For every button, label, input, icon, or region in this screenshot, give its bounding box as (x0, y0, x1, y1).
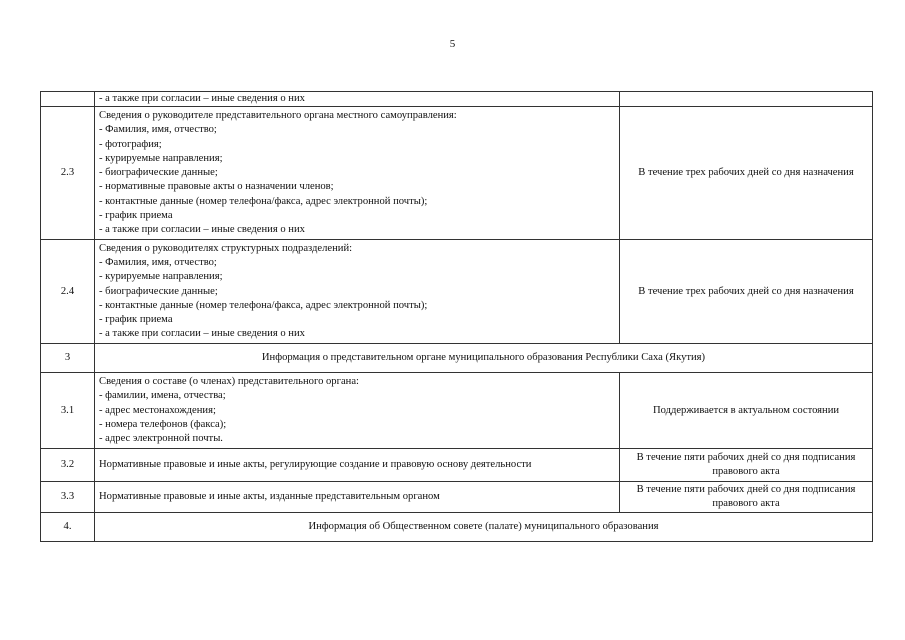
row-term: Поддерживается в актуальном состоянии (620, 373, 873, 449)
description-line: - курируемые направления; (99, 271, 223, 283)
description-line: - контактные данные (номер телефона/факса, адрес электронной почты); (99, 299, 428, 311)
row-description: Нормативные правовые и иные акты, изданные представительным органом (95, 482, 620, 513)
row-description (95, 92, 620, 107)
description-line: - контактные данные (номер телефона/факса, адрес электронной почты); (99, 195, 428, 207)
section-number: 4. (41, 513, 95, 542)
row-number: 2.3 (41, 107, 95, 240)
row-description (95, 373, 620, 449)
description-line: - фотография; (99, 138, 162, 150)
description-line: - а также при согласии – иные сведения о них (99, 328, 305, 340)
description-line: - нормативные правовые акты о назначении членов; (99, 181, 334, 193)
row-description (95, 240, 620, 344)
description-line: Сведения о составе (о членах) представительного органа: (99, 376, 359, 388)
description-line: - номера телефонов (факса); (99, 418, 227, 430)
description-line: - а также при согласии – иные сведения о них (99, 93, 305, 104)
page-number: 5 (449, 38, 456, 50)
table-row (41, 107, 873, 240)
description-line: - Фамилия, имя, отчество; (99, 257, 217, 269)
row-term: В течение пяти рабочих дней со дня подписания правового акта (620, 449, 873, 482)
row-number: 3.2 (41, 449, 95, 482)
description-line: Сведения о руководителях структурных подразделений: (99, 242, 353, 254)
table-row (41, 449, 873, 482)
description-line: - биографические данные; (99, 285, 218, 297)
description-line: - адрес местонахождения; (99, 404, 216, 416)
description-line: - Фамилия, имя, отчество; (99, 124, 217, 136)
table-row (41, 92, 873, 107)
section-row (41, 344, 873, 373)
description-line: - график приема (99, 209, 173, 221)
table-row (41, 240, 873, 344)
row-number: 3.1 (41, 373, 95, 449)
row-term: В течение трех рабочих дней со дня назначения (620, 240, 873, 344)
description-line: Сведения о руководителе представительного органа местного самоуправления: (99, 110, 457, 122)
description-line: - курируемые направления; (99, 152, 223, 164)
description-line: - биографические данные; (99, 167, 218, 179)
row-term: В течение пяти рабочих дней со дня подписания правового акта (620, 482, 873, 513)
row-term (620, 92, 873, 107)
row-description: Нормативные правовые и иные акты, регулирующие создание и правовую основу деятельности (95, 449, 620, 482)
row-number (41, 92, 95, 107)
section-number: 3 (41, 344, 95, 373)
disclosure-table (40, 91, 873, 542)
section-title: Информация о представительном органе муниципального образования Республики Саха (Якутия) (95, 344, 873, 373)
table-row (41, 373, 873, 449)
description-line: - адрес электронной почты. (99, 433, 223, 444)
description-line: - а также при согласии – иные сведения о них (99, 223, 305, 235)
section-row (41, 513, 873, 542)
row-description (95, 107, 620, 240)
description-line: - фамилии, имена, отчества; (99, 390, 226, 402)
row-term: В течение трех рабочих дней со дня назначения (620, 107, 873, 240)
description-line: - график приема (99, 314, 173, 325)
table-row (41, 482, 873, 513)
section-title: Информация об Общественном совете (палате) муниципального образования (95, 513, 873, 542)
row-number: 2.4 (41, 240, 95, 344)
row-number: 3.3 (41, 482, 95, 513)
